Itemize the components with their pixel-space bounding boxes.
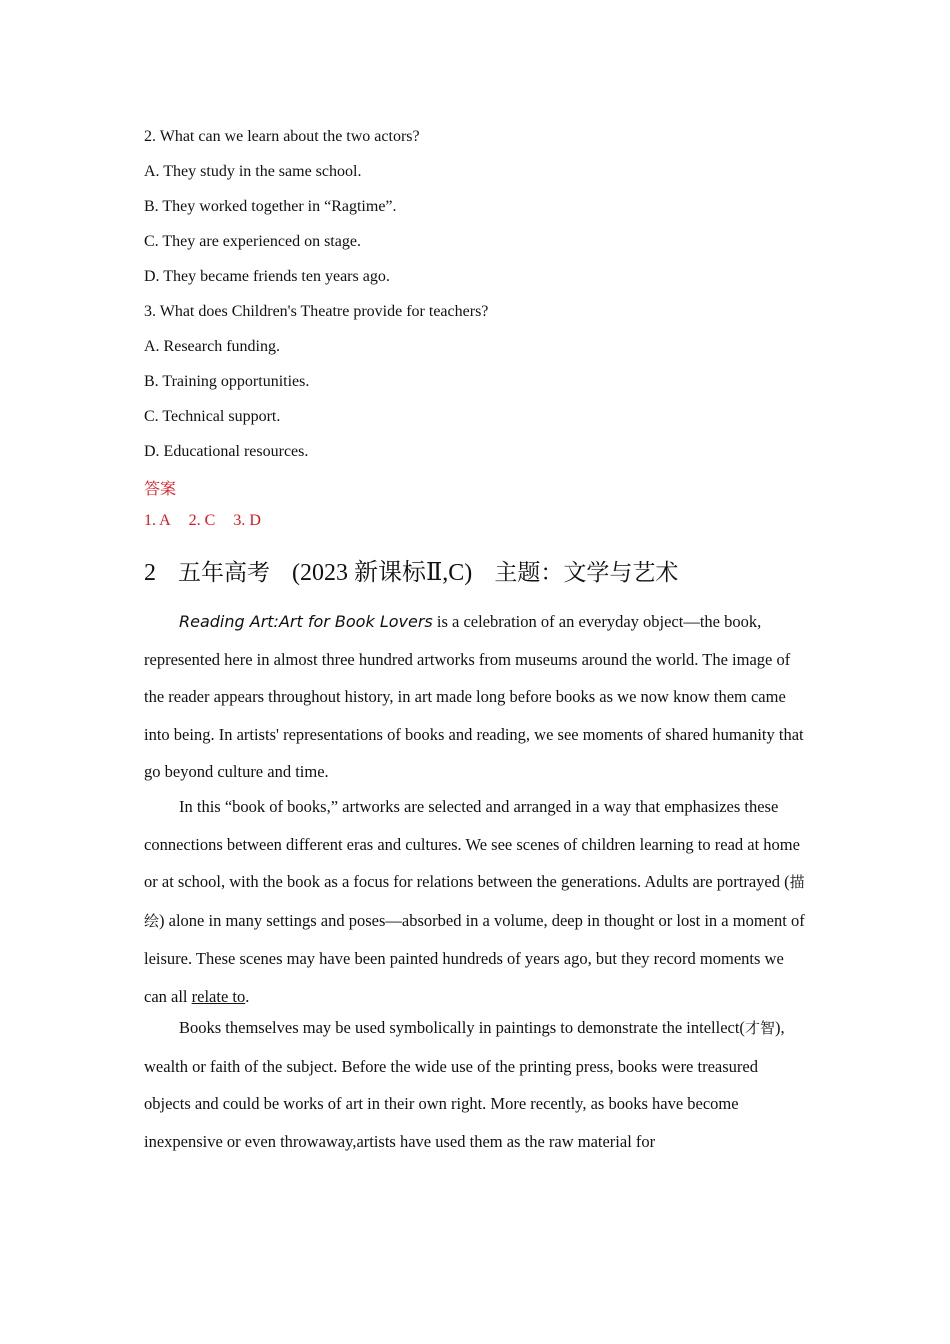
answer-heading: 答案 xyxy=(144,479,177,498)
answer-item: 2. C xyxy=(188,512,216,529)
paragraph-text: ) alone in many settings and poses—absorbed in a volume, deep in thought or lost in a moment of leisure. These scenes may have been painted hundreds of years ago, but they record moments we can all xyxy=(144,910,805,1006)
answer-item: 3. D xyxy=(233,512,261,529)
question-3-option-b: B. Training opportunities. xyxy=(144,373,310,390)
paragraph-text: . xyxy=(245,986,250,1006)
section-title: 五年高考 xyxy=(178,560,270,586)
section-heading xyxy=(144,552,678,587)
question-3-option-c: C. Technical support. xyxy=(144,408,281,425)
underlined-phrase: relate to xyxy=(191,986,246,1006)
passage-paragraph-2 xyxy=(144,788,808,1015)
question-3-option-a: A. Research funding. xyxy=(144,338,280,355)
answer-line xyxy=(144,512,275,530)
chinese-gloss: 才智 xyxy=(744,1019,775,1037)
paragraph-text: ), wealth or faith of the subject. Before the wide use of the printing press, books were treasured objects and could be works of art in their own right. More recently, as books have become inexpensive or even throwaway,artists have used them as the raw material for xyxy=(144,1018,785,1151)
question-2-option-a: A. They study in the same school. xyxy=(144,163,362,180)
question-2-stem: 2. What can we learn about the two actors? xyxy=(144,128,420,145)
paragraph-text: Books themselves may be used symbolically in paintings to demonstrate the intellect( xyxy=(179,1018,745,1037)
paragraph-text: is a celebration of an everyday object—the book, represented here in almost three hundred artworks from museums around the world. The image of the reader appears throughout history, in art made long before books as we now know them came into being. In artists' representations of books and reading, we see moments of shared humanity that go beyond culture and time. xyxy=(144,612,804,781)
question-2-option-c: C. They are experienced on stage. xyxy=(144,233,361,250)
section-source: (2023 新课标Ⅱ,C) xyxy=(292,560,473,586)
section-topic: 主题：文学与艺术 xyxy=(494,560,679,586)
passage-paragraph-3 xyxy=(144,1009,808,1160)
answer-item: 1. A xyxy=(144,512,171,529)
chinese-gloss: 描绘 xyxy=(144,873,805,930)
paragraph-text: In this “book of books,” artworks are selected and arranged in a way that emphasizes these connections between different eras and cultures. We see scenes of children learning to read at home or at school, with the book as a focus for relations between the generations. Adults are portrayed ( xyxy=(144,797,800,891)
question-2-option-d: D. They became friends ten years ago. xyxy=(144,268,390,285)
section-number: 2 xyxy=(144,560,156,586)
book-title: Reading Art:Art for Book Lovers xyxy=(179,612,433,631)
passage-paragraph-1 xyxy=(144,603,808,791)
question-2-option-b: B. They worked together in “Ragtime”. xyxy=(144,198,397,215)
question-3-option-d: D. Educational resources. xyxy=(144,443,309,460)
question-3-stem: 3. What does Children's Theatre provide for teachers? xyxy=(144,303,489,320)
